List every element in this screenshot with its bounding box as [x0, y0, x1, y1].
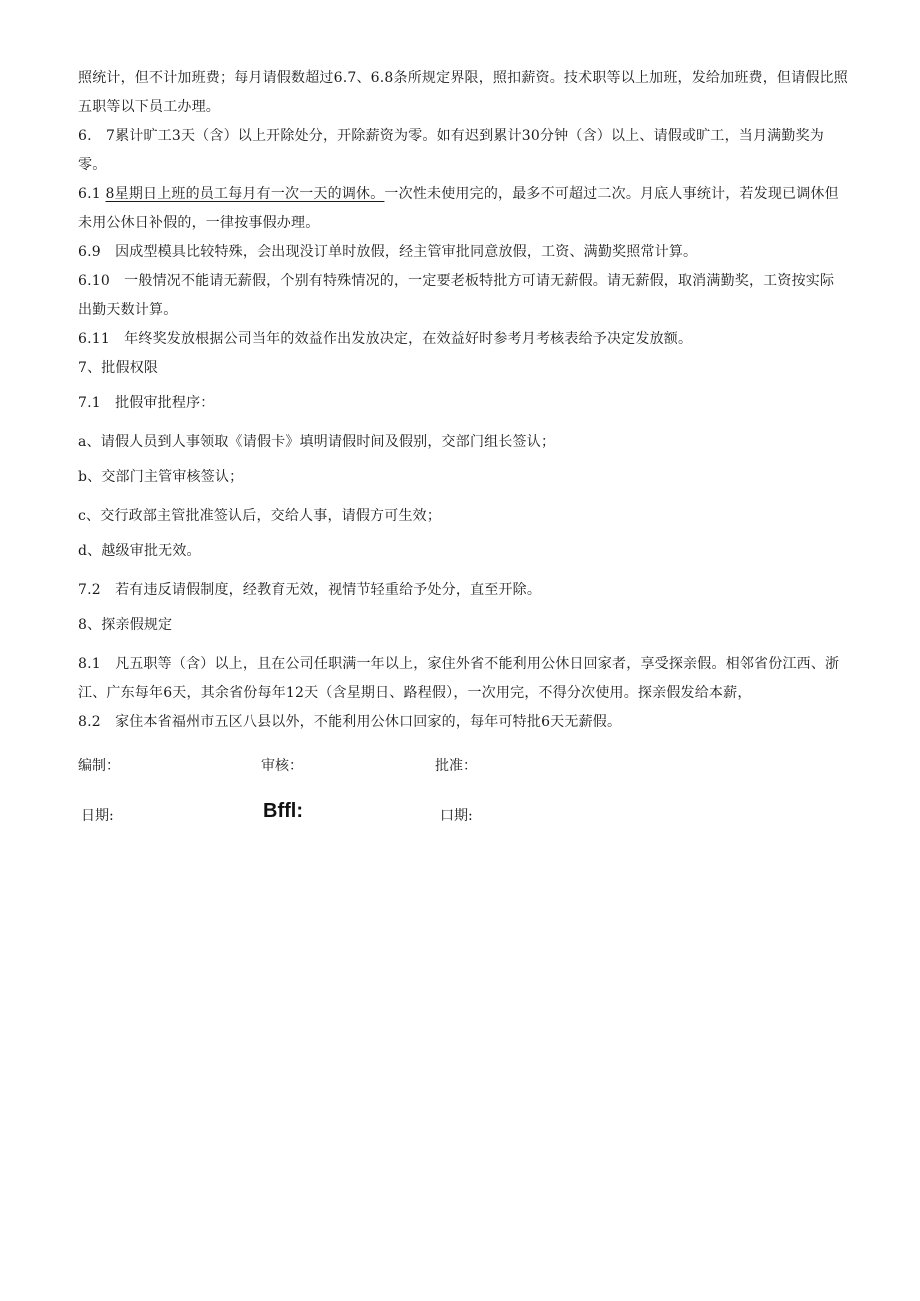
paragraph-6-8: [78, 180, 848, 238]
date-row: [78, 800, 858, 829]
paragraph-6-8-underlined: 8星期日上班的员工每月有一次一天的调休。: [105, 186, 385, 202]
signature-row: [78, 755, 858, 779]
date-label-approved: 口期:: [440, 808, 473, 824]
prepared-by-label: 编制：: [78, 758, 120, 774]
list-item-a: a、请假人员到人事领取《请假卡》填明请假时间及假别，交部门组长签认；: [78, 434, 556, 450]
paragraph-6-11: 6.11 年终奖发放根据公司当年的效益作出发放决定，在效益好时参考月考核表给予决定发放额。: [78, 331, 693, 347]
paragraph-overtime: 照统计，但不计加班费；每月请假数超过6.7、6.8条所规定界限，照扣薪资。技术职等以上加班，发给加班费，但请假比照五职等以下员工办理。: [78, 70, 848, 115]
date-label-prepared: 日期:: [81, 808, 114, 824]
list-item-d: d、越级审批无效。: [78, 543, 201, 559]
approved-by-label: 批准：: [435, 758, 477, 774]
reviewed-by-label: 审核：: [261, 758, 303, 774]
paragraph-8-2: 8.2 家住本省福州市五区八县以外，不能利用公休口回家的，每年可特批6天无薪假。: [78, 714, 622, 730]
list-item-b: b、交部门主管审核签认；: [78, 469, 244, 485]
section-heading-8: 8、探亲假规定: [78, 617, 173, 633]
paragraph-6-8-prefix: 6.1: [78, 186, 106, 202]
paragraph-8-1: 8.1 凡五职等（含）以上，且在公司任职满一年以上，家住外省不能利用公休日回家者，享受探亲假。相邻省份江西、浙江、广东每年6天，其余省份每年12天（含星期日、路程假），一次用完，不得分次使用。探亲假发给本薪，: [78, 656, 840, 701]
paragraph-7-1: 7.1 批假审批程序：: [78, 395, 215, 411]
list-item-c: c、交行政部主管批准签认后，交给人事，请假方可生效；: [78, 508, 442, 524]
section-heading-7: 7、批假权限: [78, 360, 159, 376]
paragraph-6-8-rest: 一次性未使用完的，最多不可超过二次。月底人事统计，若发现已调休但未用公休日补假的，一律按事假办理。: [78, 186, 839, 231]
paragraph-6-7: 6. 7累计旷工3天（含）以上开除处分，开除薪资为零。如有迟到累计30分钟（含）以上、请假或旷工，当月满勤奖为零。: [78, 128, 824, 173]
date-label-reviewed: Bffl:: [263, 800, 303, 822]
paragraph-7-2: 7.2 若有违反请假制度，经教育无效，视情节轻重给予处分，直至开除。: [78, 582, 542, 598]
paragraph-6-10: 6.10 一般情况不能请无薪假，个别有特殊情况的，一定要老板特批方可请无薪假。请无薪假，取消满勤奖，工资按实际出勤天数计算。: [78, 273, 835, 318]
document-body: [78, 64, 848, 737]
paragraph-6-9: 6.9 因成型模具比较特殊，会出现没订单时放假，经主管审批同意放假，工资、满勤奖照常计算。: [78, 244, 698, 260]
